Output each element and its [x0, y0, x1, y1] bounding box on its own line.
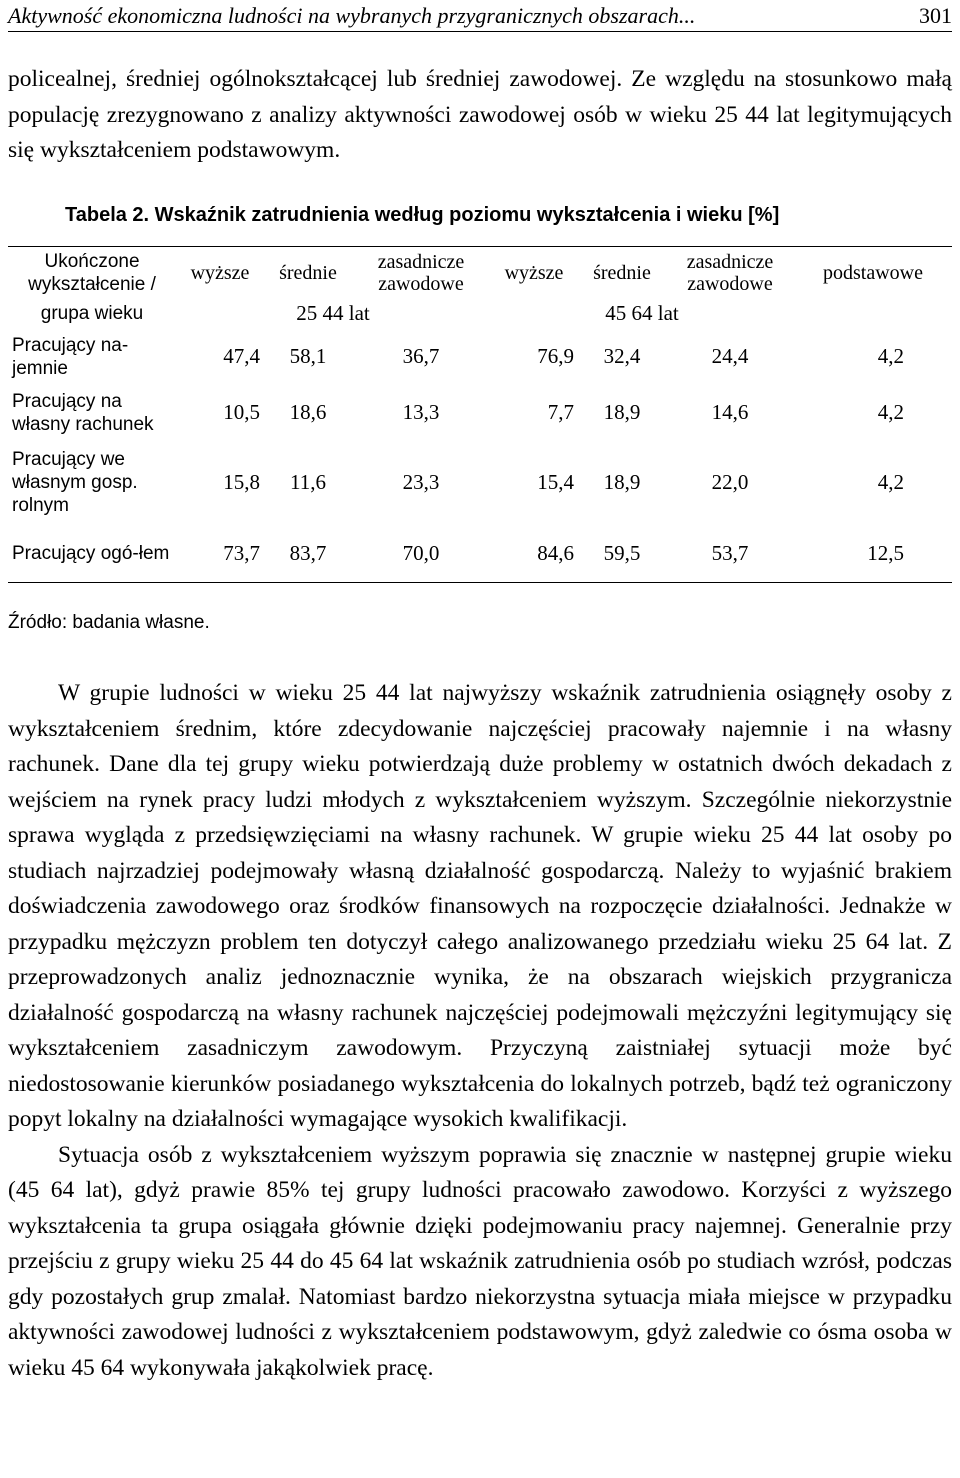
table-cell: 18,9 — [603, 400, 641, 424]
table-row — [8, 329, 952, 385]
table-row — [8, 385, 952, 441]
table-row — [8, 525, 952, 583]
table-cell: 23,3 — [402, 470, 440, 494]
row-label: Pracujący ogó-łem — [12, 542, 170, 564]
table-cell: 70,0 — [402, 540, 440, 565]
table-cell: 83,7 — [289, 540, 327, 565]
row-label: Pracujący na własny rachunek — [12, 390, 154, 435]
table-cell: 13,3 — [402, 400, 440, 424]
table-row — [8, 441, 952, 525]
page-number: 301 — [919, 3, 952, 28]
table-cell: 36,7 — [402, 344, 440, 368]
table-cell: 4,2 — [877, 400, 904, 424]
corner-label: Ukończone wykształcenie / — [28, 250, 156, 295]
col-header: zasadnicze zawodowe — [686, 250, 774, 295]
col-header: podstawowe — [823, 261, 923, 284]
table-cell: 24,4 — [711, 344, 749, 368]
table-cell: 59,5 — [603, 540, 641, 565]
table-cell: 11,6 — [290, 470, 326, 494]
age-group-label: 45 64 lat — [605, 301, 679, 325]
col-header: średnie — [593, 261, 651, 284]
table-cell: 15,8 — [223, 470, 260, 494]
table-cell: 22,0 — [711, 470, 749, 494]
row-label: Pracujący na-jemnie — [12, 334, 129, 379]
table-header-row — [8, 247, 952, 299]
table-cell: 32,4 — [603, 344, 641, 368]
table-cell: 58,1 — [289, 344, 327, 368]
table-cell: 14,6 — [711, 400, 749, 424]
running-header — [8, 0, 952, 32]
row-label: Pracujący we własnym gosp. rolnym — [12, 449, 138, 516]
table-cell: 18,6 — [289, 400, 327, 424]
body-text — [8, 676, 952, 1386]
table-cell: 7,7 — [547, 400, 574, 424]
table-cell: 4,2 — [877, 344, 904, 368]
age-group-row — [8, 299, 952, 329]
table-cell: 73,7 — [223, 540, 260, 565]
table-cell: 12,5 — [867, 540, 904, 565]
table-cell: 53,7 — [711, 540, 749, 565]
col-header: wyższe — [504, 261, 564, 284]
table-cell: 47,4 — [223, 344, 260, 368]
corner-label-bottom: grupa wieku — [40, 303, 144, 324]
table-cell: 4,2 — [877, 470, 904, 494]
table-cell: 15,4 — [537, 470, 574, 494]
age-group-label: 25 44 lat — [296, 301, 370, 325]
table-source: Źródło: badania własne. — [8, 612, 210, 633]
employment-table — [8, 246, 952, 583]
table-cell: 84,6 — [537, 540, 574, 565]
table-cell: 18,9 — [603, 470, 641, 494]
col-header: średnie — [279, 261, 337, 284]
paragraph: W grupie ludności w wieku 25 44 lat najwyższy wskaźnik zatrudnienia osiągnęły osoby z wykształceniem średnim, które zdecydowanie najczęściej pracowały najemnie i na własny rachunek. Dane dla tej grupy wieku potwierdzają duże problemy w ostatnich dwóch dekadach z wejściem na rynek pracy ludzi młodych z wykształceniem wyższym. Szczególnie niekorzystnie sprawa wygląda z przedsięwzięciami na własny rachunek. W grupie wieku 25 44 lat osoby po studiach najrzadziej podejmowały własną działalność gospodarczą. Należy to wyjaśnić brakiem doświadczenia zawodowego oraz środków finansowych na rozpoczęcie działalności. Jednakże w przypadku mężczyzn problem ten dotyczył całego analizowanego przedziału wieku 25 64 lat. Z przeprowadzonych analiz jednoznacznie wynika, że na obszarach wiejskich przygranicza działalność gospodarczą na własny rachunek najczęściej podejmowali mężczyźni legitymujący się wykształceniem zasadniczym zawodowym. Przyczyną zaistniałej sytuacji może być niedostosowanie kierunków posiadanego wykształcenia do lokalnych potrzeb, bądź też ograniczony popyt lokalny na działalności wymagające wysokich kwalifikacji. — [8, 680, 952, 1132]
table-cell: 10,5 — [223, 400, 260, 424]
paragraph: Sytuacja osób z wykształceniem wyższym poprawia się znacznie w następnej grupie wieku (45 64 lat), gdyż prawie 85% tej grupy ludności pracowało zawodowo. Korzyści z wyższego wykształcenia ta grupa osiągała głównie dzięki podejmowaniu pracy najemnej. Generalnie przy przejściu z grupy wieku 25 44 do 45 64 lat wskaźnik zatrudnienia osób po studiach wzrósł, podczas gdy pozostałych grup zmalał. Natomiast bardzo niekorzystna sytuacja miała miejsce w przypadku aktywności zawodowej ludności z wykształceniem podstawowym, gdyż zaledwie co ósma osoba w wieku 45 64 wykonywała jakąkolwiek pracę. — [8, 1141, 952, 1381]
intro-paragraph: policealnej, średniej ogólnokształcącej lub średniej zawodowej. Ze względu na stosunkowo małą populację zrezygnowano z analizy aktywności zawodowej osób w wieku 25 44 lat legitymujących się wykształceniem podstawowym. — [8, 66, 952, 163]
table-cell: 76,9 — [537, 344, 574, 368]
col-header: zasadnicze zawodowe — [377, 250, 465, 295]
col-header: wyższe — [190, 261, 250, 284]
table-caption: Tabela 2. Wskaźnik zatrudnienia według poziomu wykształcenia i wieku [%] — [65, 204, 780, 226]
header-title: Aktywność ekonomiczna ludności na wybranych przygranicznych obszarach... — [8, 3, 696, 28]
